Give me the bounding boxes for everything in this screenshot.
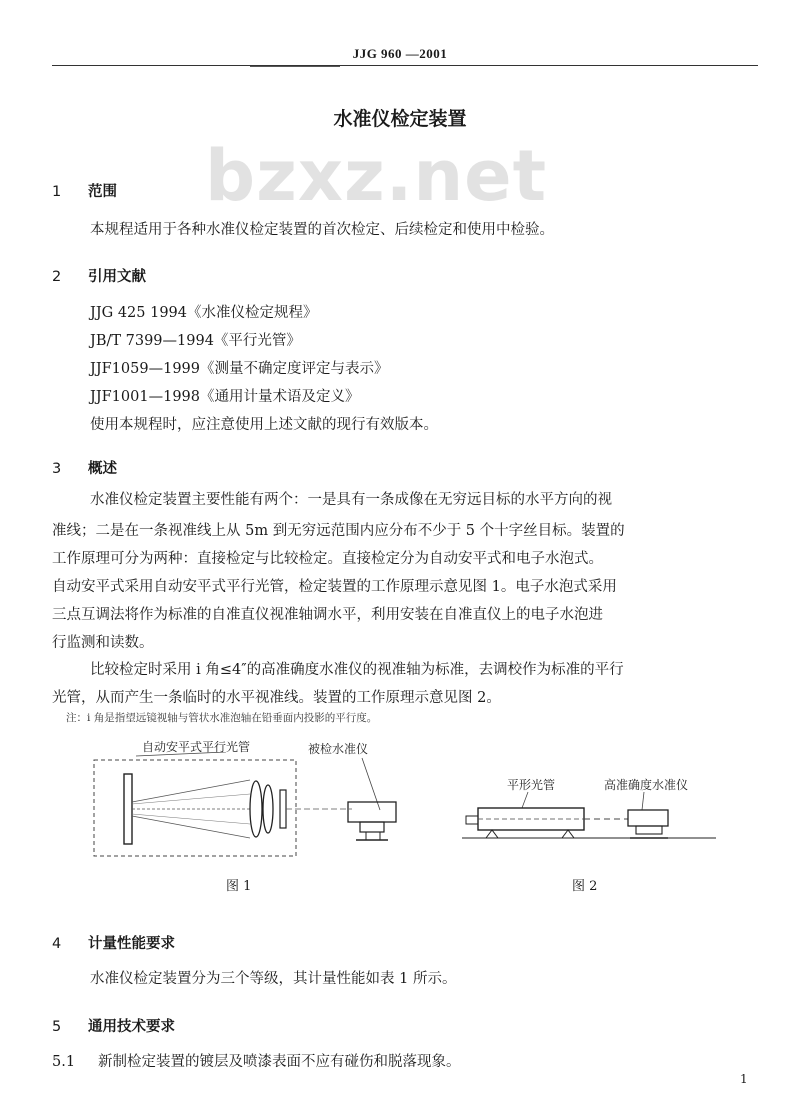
objective-lens bbox=[250, 781, 262, 837]
document-title: 水准仪检定装置 bbox=[333, 108, 467, 130]
figure-1-label-collimator: 自动安平式平行光管 bbox=[142, 740, 251, 754]
page-number: 1 bbox=[740, 1072, 748, 1086]
figure-1-label-level: 被检水准仪 bbox=[308, 742, 369, 756]
watermark: bzxz.net bbox=[205, 135, 548, 217]
paragraph-line: 比较检定时采用 i 角≤4″的高准确度水准仪的视准轴为标准，去调校作为标准的平行 bbox=[90, 662, 624, 678]
reference-note: 使用本规程时，应注意使用上述文献的现行有效版本。 bbox=[90, 417, 438, 433]
leader-line bbox=[522, 792, 528, 808]
level-instrument-body bbox=[348, 802, 396, 822]
section-number: 1 bbox=[52, 184, 62, 200]
section-number: 2 bbox=[52, 269, 62, 285]
section-1-text: 本规程适用于各种水准仪检定装置的首次检定、后续检定和使用中检验。 bbox=[90, 222, 554, 238]
section-4-text: 水准仪检定装置分为三个等级，其计量性能如表 1 所示。 bbox=[90, 971, 457, 987]
header-rule-accent bbox=[250, 66, 340, 67]
figure-1-caption: 图 1 bbox=[226, 879, 252, 894]
figure-2-caption: 图 2 bbox=[572, 879, 598, 894]
leader-line bbox=[136, 752, 226, 756]
paragraph-line: 自动安平式采用自动安平式平行光管，检定装置的工作原理示意见图 1。电子水泡式采用 bbox=[52, 579, 617, 595]
figure-1-diagram bbox=[90, 752, 430, 862]
section-number: 4 bbox=[52, 936, 62, 952]
precise-level bbox=[628, 810, 668, 826]
reference-item: JJF1001—1998《通用计量术语及定义》 bbox=[90, 389, 360, 405]
footnote: 注：i 角是指望远镜视轴与管状水准泡轴在铅垂面内投影的平行度。 bbox=[66, 712, 378, 724]
paragraph-line: 工作原理可分为两种：直接检定与比较检定。直接检定分为自动安平式和电子水泡式。 bbox=[52, 551, 603, 567]
section-title: 概述 bbox=[88, 461, 117, 477]
section-5-heading bbox=[52, 1015, 175, 1036]
section-number: 5 bbox=[52, 1019, 62, 1035]
section-3-heading bbox=[52, 457, 117, 478]
subsection-number: 5.1 bbox=[52, 1054, 76, 1070]
header-rule bbox=[52, 65, 758, 66]
paragraph-line: 光管，从而产生一条临时的水平视准线。装置的工作原理示意见图 2。 bbox=[52, 690, 501, 706]
reticle-plate bbox=[124, 774, 132, 844]
figure-2-label-tube: 平形光管 bbox=[507, 778, 556, 792]
section-title: 引用文献 bbox=[88, 269, 146, 285]
reference-item: JJG 425 1994《水准仪检定规程》 bbox=[90, 305, 318, 321]
reference-item: JJF1059—1999《测量不确定度评定与表示》 bbox=[90, 361, 389, 377]
figure-2-label-level: 高准确度水准仪 bbox=[604, 778, 689, 792]
paragraph-line: 水准仪检定装置主要性能有两个：一是具有一条成像在无穷远目标的水平方向的视 bbox=[90, 492, 612, 508]
standard-code: JJG 960 —2001 bbox=[352, 46, 448, 61]
paragraph-line: 准线；二是在一条视准线上从 5m 到无穷远范围内应分布不少于 5 个十字丝目标。装置的 bbox=[52, 523, 625, 539]
subsection-text: 新制检定装置的镀层及喷漆表面不应有碰伤和脱落现象。 bbox=[98, 1054, 461, 1070]
section-1-heading bbox=[52, 180, 117, 201]
reference-item: JB/T 7399—1994《平行光管》 bbox=[90, 333, 301, 349]
section-2-heading bbox=[52, 265, 146, 286]
section-number: 3 bbox=[52, 461, 62, 477]
section-title: 范围 bbox=[88, 184, 117, 200]
figure-2-diagram bbox=[458, 788, 720, 848]
section-4-heading bbox=[52, 932, 175, 953]
subsection-5-1 bbox=[52, 1050, 461, 1071]
section-title: 计量性能要求 bbox=[88, 936, 175, 952]
paragraph-line: 行监测和读数。 bbox=[52, 635, 154, 651]
paragraph-line: 三点互调法将作为标准的自准直仪视准轴调水平，利用安装在自准直仪上的电子水泡进 bbox=[52, 607, 603, 623]
section-title: 通用技术要求 bbox=[88, 1019, 175, 1035]
leader-line bbox=[642, 792, 644, 810]
